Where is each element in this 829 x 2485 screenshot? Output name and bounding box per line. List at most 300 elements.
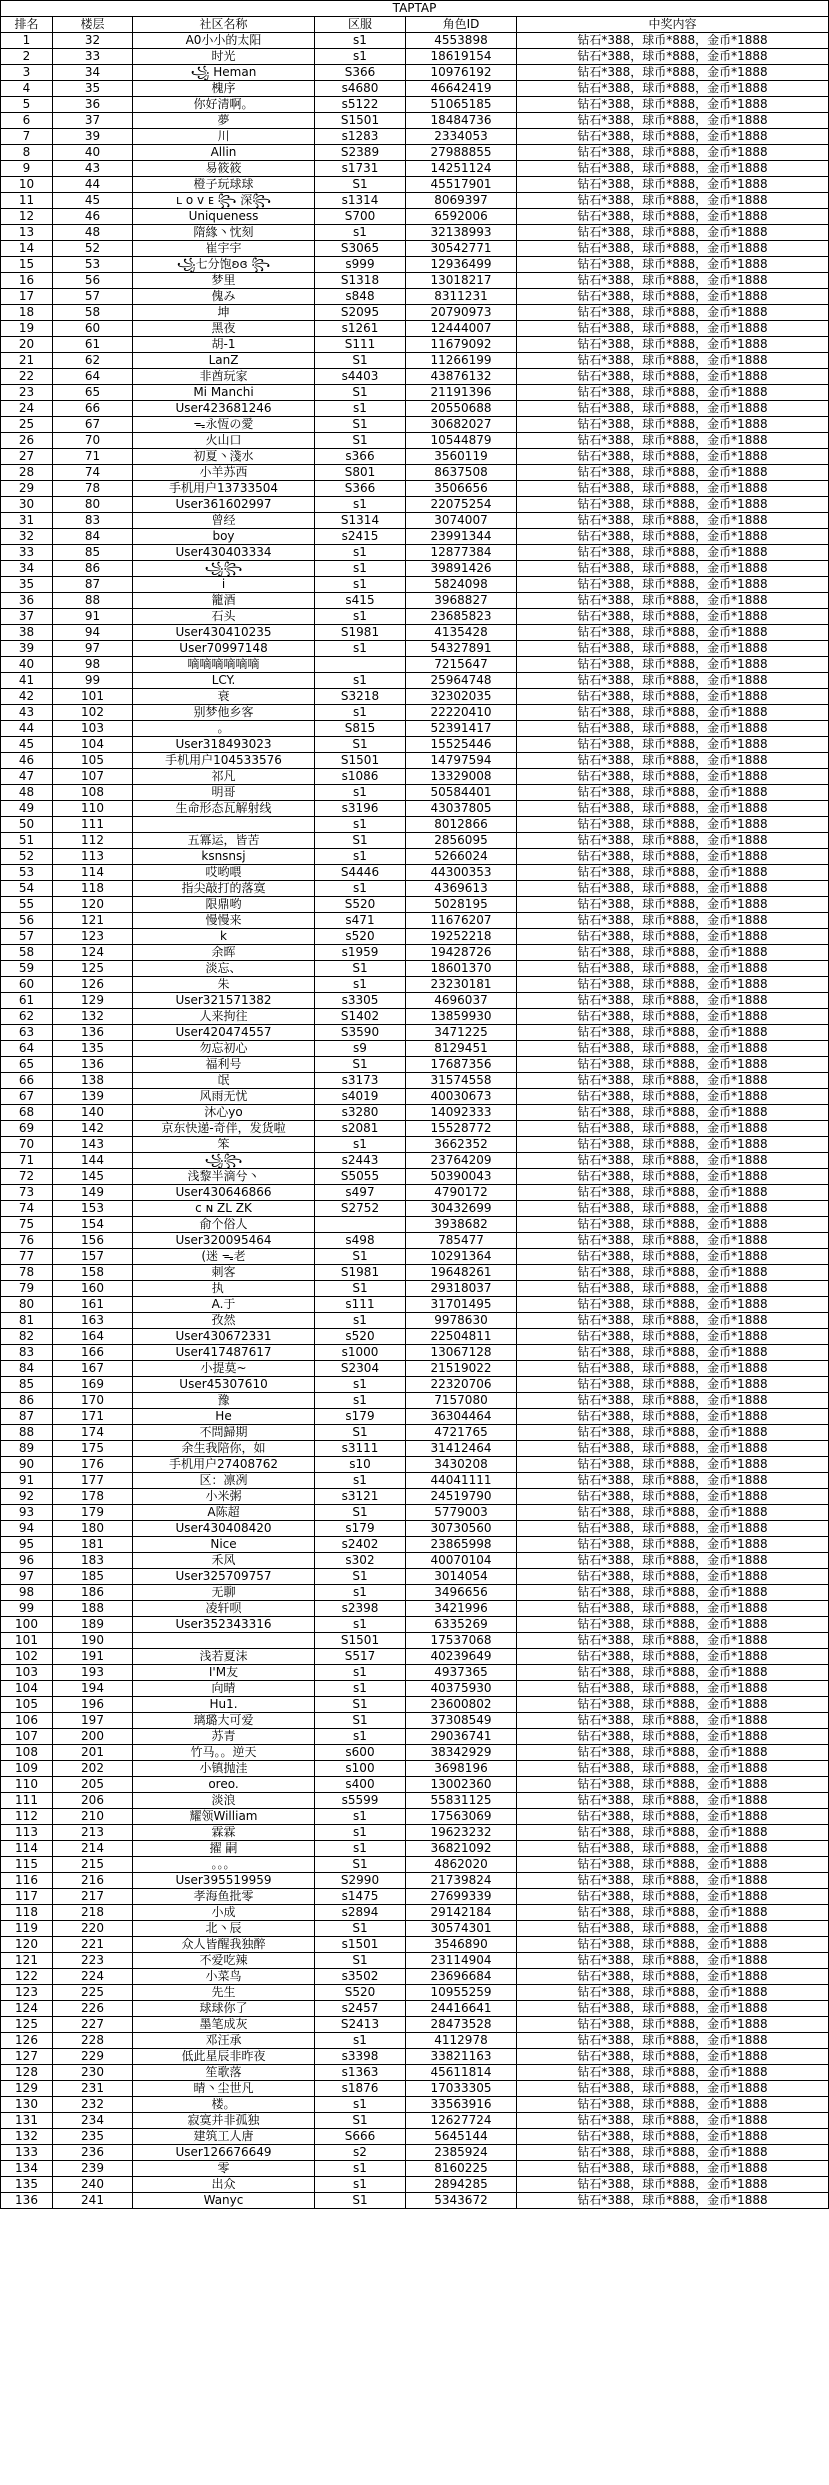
cell-prize: 钻石*388，球币*888，金币*1888 bbox=[517, 1857, 829, 1873]
cell-server: S700 bbox=[315, 209, 406, 225]
cell-rank: 54 bbox=[1, 881, 53, 897]
cell-prize: 钻石*388，球币*888，金币*1888 bbox=[517, 433, 829, 449]
cell-rank: 131 bbox=[1, 2113, 53, 2129]
cell-prize: 钻石*388，球币*888，金币*1888 bbox=[517, 1953, 829, 1969]
cell-role-id: 29318037 bbox=[406, 1281, 517, 1297]
cell-prize: 钻石*388，球币*888，金币*1888 bbox=[517, 321, 829, 337]
cell-floor: 235 bbox=[53, 2129, 133, 2145]
cell-server: S1 bbox=[315, 1249, 406, 1265]
table-row bbox=[1, 433, 829, 449]
cell-server: S1 bbox=[315, 177, 406, 193]
table-row bbox=[1, 577, 829, 593]
cell-floor: 205 bbox=[53, 1777, 133, 1793]
cell-floor: 121 bbox=[53, 913, 133, 929]
cell-role-id: 12627724 bbox=[406, 2113, 517, 2129]
cell-prize: 钻石*388，球币*888，金币*1888 bbox=[517, 2065, 829, 2081]
cell-rank: 1 bbox=[1, 33, 53, 49]
cell-rank: 33 bbox=[1, 545, 53, 561]
cell-server: s3121 bbox=[315, 1489, 406, 1505]
cell-role-id: 3421996 bbox=[406, 1601, 517, 1617]
cell-floor: 132 bbox=[53, 1009, 133, 1025]
cell-floor: 229 bbox=[53, 2049, 133, 2065]
cell-role-id: 36821092 bbox=[406, 1841, 517, 1857]
cell-server: s1000 bbox=[315, 1345, 406, 1361]
cell-community-name: ꧁ Heman bbox=[133, 65, 315, 81]
cell-rank: 66 bbox=[1, 1073, 53, 1089]
cell-server: s1086 bbox=[315, 769, 406, 785]
cell-server: s2398 bbox=[315, 1601, 406, 1617]
cell-rank: 48 bbox=[1, 785, 53, 801]
cell-prize: 钻石*388，球币*888，金币*1888 bbox=[517, 1217, 829, 1233]
table-row bbox=[1, 2145, 829, 2161]
cell-floor: 112 bbox=[53, 833, 133, 849]
table-row bbox=[1, 1009, 829, 1025]
cell-prize: 钻石*388，球币*888，金币*1888 bbox=[517, 81, 829, 97]
cell-rank: 7 bbox=[1, 129, 53, 145]
cell-prize: 钻石*388，球币*888，金币*1888 bbox=[517, 2097, 829, 2113]
table-row bbox=[1, 1713, 829, 1729]
cell-prize: 钻石*388，球币*888，金币*1888 bbox=[517, 385, 829, 401]
cell-server: s1 bbox=[315, 577, 406, 593]
cell-floor: 118 bbox=[53, 881, 133, 897]
cell-community-name: User423681246 bbox=[133, 401, 315, 417]
cell-prize: 钻石*388，球币*888，金币*1888 bbox=[517, 1185, 829, 1201]
table-row bbox=[1, 945, 829, 961]
table-row bbox=[1, 513, 829, 529]
table-row bbox=[1, 1489, 829, 1505]
cell-rank: 99 bbox=[1, 1601, 53, 1617]
cell-role-id: 7215647 bbox=[406, 657, 517, 673]
cell-server: S1 bbox=[315, 1057, 406, 1073]
cell-prize: 钻石*388，球币*888，金币*1888 bbox=[517, 1921, 829, 1937]
cell-floor: 189 bbox=[53, 1617, 133, 1633]
cell-rank: 70 bbox=[1, 1137, 53, 1153]
cell-server: s100 bbox=[315, 1761, 406, 1777]
cell-server: s302 bbox=[315, 1553, 406, 1569]
cell-community-name: User430408420 bbox=[133, 1521, 315, 1537]
cell-server: s400 bbox=[315, 1777, 406, 1793]
cell-role-id: 28473528 bbox=[406, 2017, 517, 2033]
cell-role-id: 5266024 bbox=[406, 849, 517, 865]
table-row bbox=[1, 33, 829, 49]
cell-server: S520 bbox=[315, 897, 406, 913]
table-row bbox=[1, 1601, 829, 1617]
cell-community-name: 限鼎哟 bbox=[133, 897, 315, 913]
table-row bbox=[1, 1281, 829, 1297]
cell-prize: 钻石*388，球币*888，金币*1888 bbox=[517, 545, 829, 561]
cell-role-id: 45517901 bbox=[406, 177, 517, 193]
cell-floor: 57 bbox=[53, 289, 133, 305]
cell-prize: 钻石*388，球币*888，金币*1888 bbox=[517, 353, 829, 369]
cell-rank: 119 bbox=[1, 1921, 53, 1937]
cell-prize: 钻石*388，球币*888，金币*1888 bbox=[517, 1297, 829, 1313]
cell-community-name: 球球你了 bbox=[133, 2001, 315, 2017]
table-row bbox=[1, 881, 829, 897]
cell-role-id: 27699339 bbox=[406, 1889, 517, 1905]
cell-role-id: 12936499 bbox=[406, 257, 517, 273]
cell-community-name: 橙子玩球球 bbox=[133, 177, 315, 193]
cell-community-name: ꧁꧂ bbox=[133, 1153, 315, 1169]
cell-prize: 钻石*388，球币*888，金币*1888 bbox=[517, 657, 829, 673]
table-row bbox=[1, 801, 829, 817]
cell-community-name: 慢慢来 bbox=[133, 913, 315, 929]
cell-prize: 钻石*388，球币*888，金币*1888 bbox=[517, 1681, 829, 1697]
cell-community-name: 胡-1 bbox=[133, 337, 315, 353]
cell-floor: 213 bbox=[53, 1825, 133, 1841]
cell-prize: 钻石*388，球币*888，金币*1888 bbox=[517, 1793, 829, 1809]
cell-role-id: 40375930 bbox=[406, 1681, 517, 1697]
table-row bbox=[1, 2161, 829, 2177]
cell-community-name: User361602997 bbox=[133, 497, 315, 513]
cell-rank: 12 bbox=[1, 209, 53, 225]
cell-community-name: ᅟ bbox=[133, 1633, 315, 1649]
cell-community-name: Wanyc bbox=[133, 2193, 315, 2209]
table-row bbox=[1, 1457, 829, 1473]
table-row bbox=[1, 2001, 829, 2017]
cell-rank: 53 bbox=[1, 865, 53, 881]
cell-rank: 102 bbox=[1, 1649, 53, 1665]
cell-floor: 143 bbox=[53, 1137, 133, 1153]
cell-role-id: 52391417 bbox=[406, 721, 517, 737]
cell-floor: 149 bbox=[53, 1185, 133, 1201]
table-row bbox=[1, 721, 829, 737]
cell-server: s3305 bbox=[315, 993, 406, 1009]
table-row bbox=[1, 1873, 829, 1889]
cell-community-name: 火山口 bbox=[133, 433, 315, 449]
cell-floor: 56 bbox=[53, 273, 133, 289]
cell-community-name: A.于 bbox=[133, 1297, 315, 1313]
cell-server: S1501 bbox=[315, 1633, 406, 1649]
cell-role-id: 5824098 bbox=[406, 577, 517, 593]
cell-role-id: 14251124 bbox=[406, 161, 517, 177]
table-row bbox=[1, 897, 829, 913]
cell-community-name: 浅若夏沫 bbox=[133, 1649, 315, 1665]
cell-rank: 91 bbox=[1, 1473, 53, 1489]
cell-rank: 40 bbox=[1, 657, 53, 673]
cell-floor: 124 bbox=[53, 945, 133, 961]
table-row bbox=[1, 1201, 829, 1217]
table-row bbox=[1, 497, 829, 513]
cell-server: S1 bbox=[315, 1569, 406, 1585]
cell-role-id: 17687356 bbox=[406, 1057, 517, 1073]
cell-rank: 17 bbox=[1, 289, 53, 305]
cell-server: s1 bbox=[315, 705, 406, 721]
cell-role-id: 23230181 bbox=[406, 977, 517, 993]
cell-community-name: User420474557 bbox=[133, 1025, 315, 1041]
cell-rank: 113 bbox=[1, 1825, 53, 1841]
cell-floor: 43 bbox=[53, 161, 133, 177]
cell-community-name: 众人皆醒我独醉 bbox=[133, 1937, 315, 1953]
cell-community-name: 初夏丶淺水 bbox=[133, 449, 315, 465]
cell-rank: 126 bbox=[1, 2033, 53, 2049]
cell-community-name: 崔宇宇 bbox=[133, 241, 315, 257]
cell-floor: 53 bbox=[53, 257, 133, 273]
cell-server: s10 bbox=[315, 1457, 406, 1473]
cell-community-name: User70997148 bbox=[133, 641, 315, 657]
cell-server: S1 bbox=[315, 1281, 406, 1297]
cell-floor: 104 bbox=[53, 737, 133, 753]
cell-prize: 钻石*388，球币*888，金币*1888 bbox=[517, 609, 829, 625]
cell-role-id: 27988855 bbox=[406, 145, 517, 161]
cell-community-name: 福利号 bbox=[133, 1057, 315, 1073]
cell-prize: 钻石*388，球币*888，金币*1888 bbox=[517, 1633, 829, 1649]
cell-floor: 97 bbox=[53, 641, 133, 657]
cell-role-id: 8311231 bbox=[406, 289, 517, 305]
cell-server: s5122 bbox=[315, 97, 406, 113]
cell-prize: 钻石*388，球币*888，金币*1888 bbox=[517, 1601, 829, 1617]
table-row bbox=[1, 1473, 829, 1489]
cell-role-id: 18619154 bbox=[406, 49, 517, 65]
cell-server: s498 bbox=[315, 1233, 406, 1249]
cell-community-name: Allin bbox=[133, 145, 315, 161]
cell-floor: 201 bbox=[53, 1745, 133, 1761]
cell-rank: 98 bbox=[1, 1585, 53, 1601]
cell-server: s4403 bbox=[315, 369, 406, 385]
cell-prize: 钻石*388，球币*888，金币*1888 bbox=[517, 2081, 829, 2097]
cell-role-id: 22075254 bbox=[406, 497, 517, 513]
cell-community-name: 孜然 bbox=[133, 1313, 315, 1329]
cell-server: s3196 bbox=[315, 801, 406, 817]
cell-server: S3590 bbox=[315, 1025, 406, 1041]
table-row bbox=[1, 2193, 829, 2209]
cell-server: s1 bbox=[315, 785, 406, 801]
table-row bbox=[1, 1313, 829, 1329]
cell-rank: 3 bbox=[1, 65, 53, 81]
table-row bbox=[1, 993, 829, 1009]
cell-rank: 35 bbox=[1, 577, 53, 593]
cell-floor: 216 bbox=[53, 1873, 133, 1889]
cell-rank: 36 bbox=[1, 593, 53, 609]
cell-floor: 74 bbox=[53, 465, 133, 481]
cell-role-id: 31574558 bbox=[406, 1073, 517, 1089]
table-row bbox=[1, 1425, 829, 1441]
cell-floor: 225 bbox=[53, 1985, 133, 2001]
cell-community-name: Uniqueness bbox=[133, 209, 315, 225]
cell-rank: 43 bbox=[1, 705, 53, 721]
cell-community-name: ksnsnsj bbox=[133, 849, 315, 865]
cell-floor: 58 bbox=[53, 305, 133, 321]
cell-community-name: Hu1. bbox=[133, 1697, 315, 1713]
cell-prize: 钻石*388，球币*888，金币*1888 bbox=[517, 1985, 829, 2001]
cell-floor: 240 bbox=[53, 2177, 133, 2193]
cell-role-id: 5645144 bbox=[406, 2129, 517, 2145]
cell-role-id: 10544879 bbox=[406, 433, 517, 449]
cell-server: S1 bbox=[315, 433, 406, 449]
cell-rank: 52 bbox=[1, 849, 53, 865]
header-row bbox=[1, 17, 829, 33]
cell-rank: 28 bbox=[1, 465, 53, 481]
cell-server: s4019 bbox=[315, 1089, 406, 1105]
cell-floor: 197 bbox=[53, 1713, 133, 1729]
cell-role-id: 11676207 bbox=[406, 913, 517, 929]
cell-prize: 钻石*388，球币*888，金币*1888 bbox=[517, 1649, 829, 1665]
cell-community-name: ᴄ ɴ ZL ZK bbox=[133, 1201, 315, 1217]
cell-role-id: 22320706 bbox=[406, 1377, 517, 1393]
cell-community-name: 小羊苏西 bbox=[133, 465, 315, 481]
cell-community-name: 淡忘、 bbox=[133, 961, 315, 977]
cell-rank: 57 bbox=[1, 929, 53, 945]
cell-floor: 126 bbox=[53, 977, 133, 993]
table-row bbox=[1, 1393, 829, 1409]
cell-community-name: 你好清啊。 bbox=[133, 97, 315, 113]
cell-server: S1314 bbox=[315, 513, 406, 529]
cell-role-id: 19648261 bbox=[406, 1265, 517, 1281]
table-row bbox=[1, 1665, 829, 1681]
cell-floor: 108 bbox=[53, 785, 133, 801]
cell-server: S111 bbox=[315, 337, 406, 353]
cell-floor: 194 bbox=[53, 1681, 133, 1697]
cell-rank: 11 bbox=[1, 193, 53, 209]
cell-community-name: 建筑工人唐 bbox=[133, 2129, 315, 2145]
cell-floor: 113 bbox=[53, 849, 133, 865]
table-row bbox=[1, 1825, 829, 1841]
cell-floor: 144 bbox=[53, 1153, 133, 1169]
cell-prize: 钻石*388，球币*888，金币*1888 bbox=[517, 1761, 829, 1777]
cell-rank: 49 bbox=[1, 801, 53, 817]
cell-prize: 钻石*388，球币*888，金币*1888 bbox=[517, 97, 829, 113]
cell-server: s600 bbox=[315, 1745, 406, 1761]
cell-rank: 18 bbox=[1, 305, 53, 321]
cell-server: s1 bbox=[315, 817, 406, 833]
cell-role-id: 3560119 bbox=[406, 449, 517, 465]
cell-community-name: 小成 bbox=[133, 1905, 315, 1921]
cell-role-id: 13002360 bbox=[406, 1777, 517, 1793]
cell-floor: 101 bbox=[53, 689, 133, 705]
table-row bbox=[1, 1537, 829, 1553]
cell-role-id: 12444007 bbox=[406, 321, 517, 337]
cell-floor: 196 bbox=[53, 1697, 133, 1713]
cell-server: s1501 bbox=[315, 1937, 406, 1953]
cell-prize: 钻石*388，球币*888，金币*1888 bbox=[517, 1873, 829, 1889]
cell-server: s2 bbox=[315, 2145, 406, 2161]
cell-role-id: 4862020 bbox=[406, 1857, 517, 1873]
cell-server: s1 bbox=[315, 881, 406, 897]
cell-server: S1318 bbox=[315, 273, 406, 289]
cell-floor: 136 bbox=[53, 1025, 133, 1041]
cell-role-id: 6335269 bbox=[406, 1617, 517, 1633]
cell-community-name: 人来拘往 bbox=[133, 1009, 315, 1025]
cell-rank: 133 bbox=[1, 2145, 53, 2161]
cell-server: s999 bbox=[315, 257, 406, 273]
cell-server: s3173 bbox=[315, 1073, 406, 1089]
cell-community-name: 朱 bbox=[133, 977, 315, 993]
table-row bbox=[1, 353, 829, 369]
table-row bbox=[1, 1985, 829, 2001]
table-row bbox=[1, 401, 829, 417]
cell-prize: 钻石*388，球币*888，金币*1888 bbox=[517, 65, 829, 81]
cell-prize: 钻石*388，球币*888，金币*1888 bbox=[517, 1441, 829, 1457]
table-row bbox=[1, 2033, 829, 2049]
cell-server: s2402 bbox=[315, 1537, 406, 1553]
cell-rank: 15 bbox=[1, 257, 53, 273]
cell-prize: 钻石*388，球币*888，金币*1888 bbox=[517, 1585, 829, 1601]
cell-rank: 127 bbox=[1, 2049, 53, 2065]
cell-community-name: 手机用户27408762 bbox=[133, 1457, 315, 1473]
cell-server: S1981 bbox=[315, 1265, 406, 1281]
cell-role-id: 7157080 bbox=[406, 1393, 517, 1409]
table-row bbox=[1, 1681, 829, 1697]
cell-rank: 85 bbox=[1, 1377, 53, 1393]
cell-floor: 66 bbox=[53, 401, 133, 417]
table-row bbox=[1, 1121, 829, 1137]
cell-rank: 84 bbox=[1, 1361, 53, 1377]
cell-prize: 钻石*388，球币*888，金币*1888 bbox=[517, 1041, 829, 1057]
cell-server: S520 bbox=[315, 1985, 406, 2001]
table-row bbox=[1, 1857, 829, 1873]
cell-prize: 钻石*388，球币*888，金币*1888 bbox=[517, 1697, 829, 1713]
table-row bbox=[1, 417, 829, 433]
cell-rank: 60 bbox=[1, 977, 53, 993]
cell-server: s5599 bbox=[315, 1793, 406, 1809]
cell-server bbox=[315, 1217, 406, 1233]
cell-community-name: 竹马。。逆天 bbox=[133, 1745, 315, 1761]
cell-rank: 59 bbox=[1, 961, 53, 977]
cell-rank: 86 bbox=[1, 1393, 53, 1409]
table-row bbox=[1, 1761, 829, 1777]
cell-role-id: 20790973 bbox=[406, 305, 517, 321]
cell-server: s1731 bbox=[315, 161, 406, 177]
cell-floor: 91 bbox=[53, 609, 133, 625]
cell-rank: 129 bbox=[1, 2081, 53, 2097]
cell-community-name: User325709757 bbox=[133, 1569, 315, 1585]
cell-prize: 钻石*388，球币*888，金币*1888 bbox=[517, 833, 829, 849]
cell-prize: 钻石*388，球币*888，金币*1888 bbox=[517, 529, 829, 545]
cell-rank: 123 bbox=[1, 1985, 53, 2001]
cell-floor: 84 bbox=[53, 529, 133, 545]
cell-prize: 钻石*388，球币*888，金币*1888 bbox=[517, 625, 829, 641]
cell-server: s415 bbox=[315, 593, 406, 609]
cell-rank: 6 bbox=[1, 113, 53, 129]
cell-role-id: 12877384 bbox=[406, 545, 517, 561]
cell-prize: 钻石*388，球币*888，金币*1888 bbox=[517, 577, 829, 593]
cell-role-id: 23991344 bbox=[406, 529, 517, 545]
cell-role-id: 21191396 bbox=[406, 385, 517, 401]
cell-community-name: 哎哟喂 bbox=[133, 865, 315, 881]
cell-community-name: 手机用户104533576 bbox=[133, 753, 315, 769]
cell-rank: 56 bbox=[1, 913, 53, 929]
header-rank: 排名 bbox=[1, 17, 53, 33]
cell-floor: 153 bbox=[53, 1201, 133, 1217]
cell-community-name: User45307610 bbox=[133, 1377, 315, 1393]
cell-role-id: 14797594 bbox=[406, 753, 517, 769]
cell-floor: 178 bbox=[53, 1489, 133, 1505]
table-row bbox=[1, 1729, 829, 1745]
cell-prize: 钻石*388，球币*888，金币*1888 bbox=[517, 513, 829, 529]
cell-rank: 116 bbox=[1, 1873, 53, 1889]
cell-community-name: 墨笔成灰 bbox=[133, 2017, 315, 2033]
table-row bbox=[1, 241, 829, 257]
cell-floor: 239 bbox=[53, 2161, 133, 2177]
cell-community-name: Nice bbox=[133, 1537, 315, 1553]
cell-server: s3398 bbox=[315, 2049, 406, 2065]
cell-prize: 钻石*388，球币*888，金币*1888 bbox=[517, 561, 829, 577]
cell-prize: 钻石*388，球币*888，金币*1888 bbox=[517, 1713, 829, 1729]
cell-server: s1 bbox=[315, 1585, 406, 1601]
cell-server: S2304 bbox=[315, 1361, 406, 1377]
cell-role-id: 19252218 bbox=[406, 929, 517, 945]
cell-community-name: ʟ ᴏ ᴠ ᴇ ꧂ 深꧂ bbox=[133, 193, 315, 209]
cell-community-name: 擢 嗣 bbox=[133, 1841, 315, 1857]
cell-prize: 钻石*388，球币*888，金币*1888 bbox=[517, 817, 829, 833]
cell-floor: 142 bbox=[53, 1121, 133, 1137]
cell-prize: 钻石*388，球币*888，金币*1888 bbox=[517, 1809, 829, 1825]
cell-rank: 21 bbox=[1, 353, 53, 369]
cell-server: s848 bbox=[315, 289, 406, 305]
cell-floor: 32 bbox=[53, 33, 133, 49]
cell-rank: 4 bbox=[1, 81, 53, 97]
cell-floor: 65 bbox=[53, 385, 133, 401]
cell-server: s1 bbox=[315, 2161, 406, 2177]
